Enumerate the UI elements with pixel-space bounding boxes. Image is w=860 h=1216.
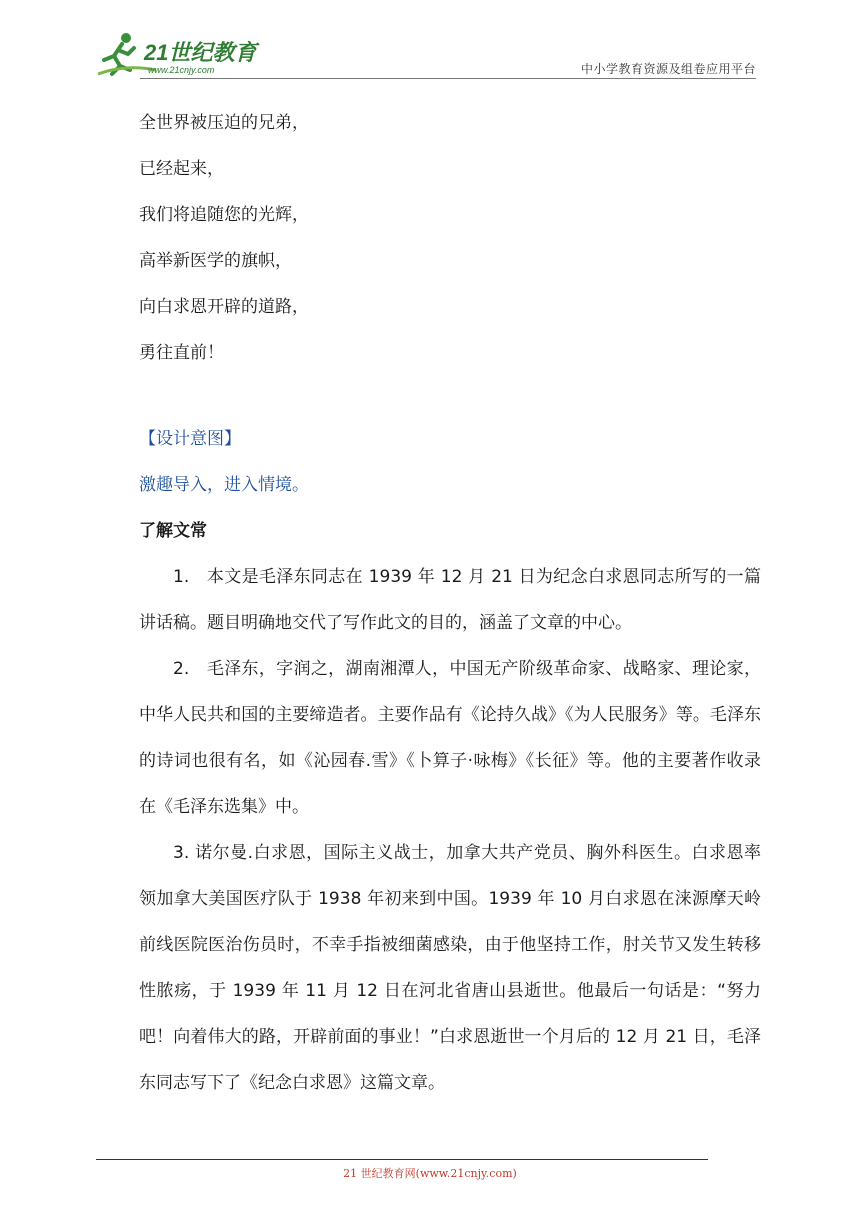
platform-tagline: 中小学教育资源及组卷应用平台 xyxy=(580,62,756,76)
paragraph-3: 3. 诺尔曼.白求恩，国际主义战士，加拿大共产党员、胸外科医生。白求恩率领加拿大美国医疗队于 1938 年初来到中国。1939 年 10 月白求恩在涞源摩天岭前线医院医治伤员时，不幸手指被细菌感染，由于他坚持工作，肘关节又发生转移性脓疡，于 1939 年 11 月 12 日在河北省唐山县逝世。他最后一句话是：“努力吧！向着伟大的路，开辟前面的事业！”白求恩逝世一个月后的 12 月 21 日，毛泽东同志写下了《纪念白求恩》这篇文章。 xyxy=(139,843,761,1093)
poem-block xyxy=(139,100,761,376)
section-spacer xyxy=(139,376,761,416)
logo-url: www.21cnjy.com xyxy=(148,65,215,75)
poem-line: 高举新医学的旗帜， xyxy=(139,251,292,271)
document-body xyxy=(139,100,761,1106)
poem-line: 勇往直前！ xyxy=(139,343,224,363)
design-intent-heading: 【设计意图】 xyxy=(139,429,241,449)
poem-line: 我们将追随您的光辉， xyxy=(139,205,309,225)
logo-text: 21世纪教育 xyxy=(144,40,257,65)
poem-line: 向白求恩开辟的道路， xyxy=(139,297,309,317)
poem-line: 已经起来， xyxy=(139,159,224,179)
page-footer: 21 世纪教育网(www.21cnjy.com) xyxy=(343,1167,517,1180)
poem-line: 全世界被压迫的兄弟， xyxy=(139,113,309,133)
header-divider xyxy=(140,78,756,79)
section-heading: 了解文常 xyxy=(139,521,207,541)
site-logo xyxy=(96,30,266,78)
footer-divider xyxy=(96,1159,708,1160)
paragraph-2: 2. 毛泽东，字润之，湖南湘潭人，中国无产阶级革命家、战略家、理论家，中华人民共和国的主要缔造者。主要作品有《论持久战》《为人民服务》等。毛泽东的诗词也很有名，如《沁园春.雪》《卜算子·咏梅》《长征》等。他的主要著作收录在《毛泽东选集》中。 xyxy=(139,659,761,817)
paragraph-1: 1. 本文是毛泽东同志在 1939 年 12 月 21 日为纪念白求恩同志所写的一篇讲话稿。题目明确地交代了写作此文的目的，涵盖了文章的中心。 xyxy=(139,567,761,633)
page-header xyxy=(0,0,860,82)
design-intent-text: 激趣导入，进入情境。 xyxy=(139,475,309,495)
design-intent-block xyxy=(139,416,761,508)
